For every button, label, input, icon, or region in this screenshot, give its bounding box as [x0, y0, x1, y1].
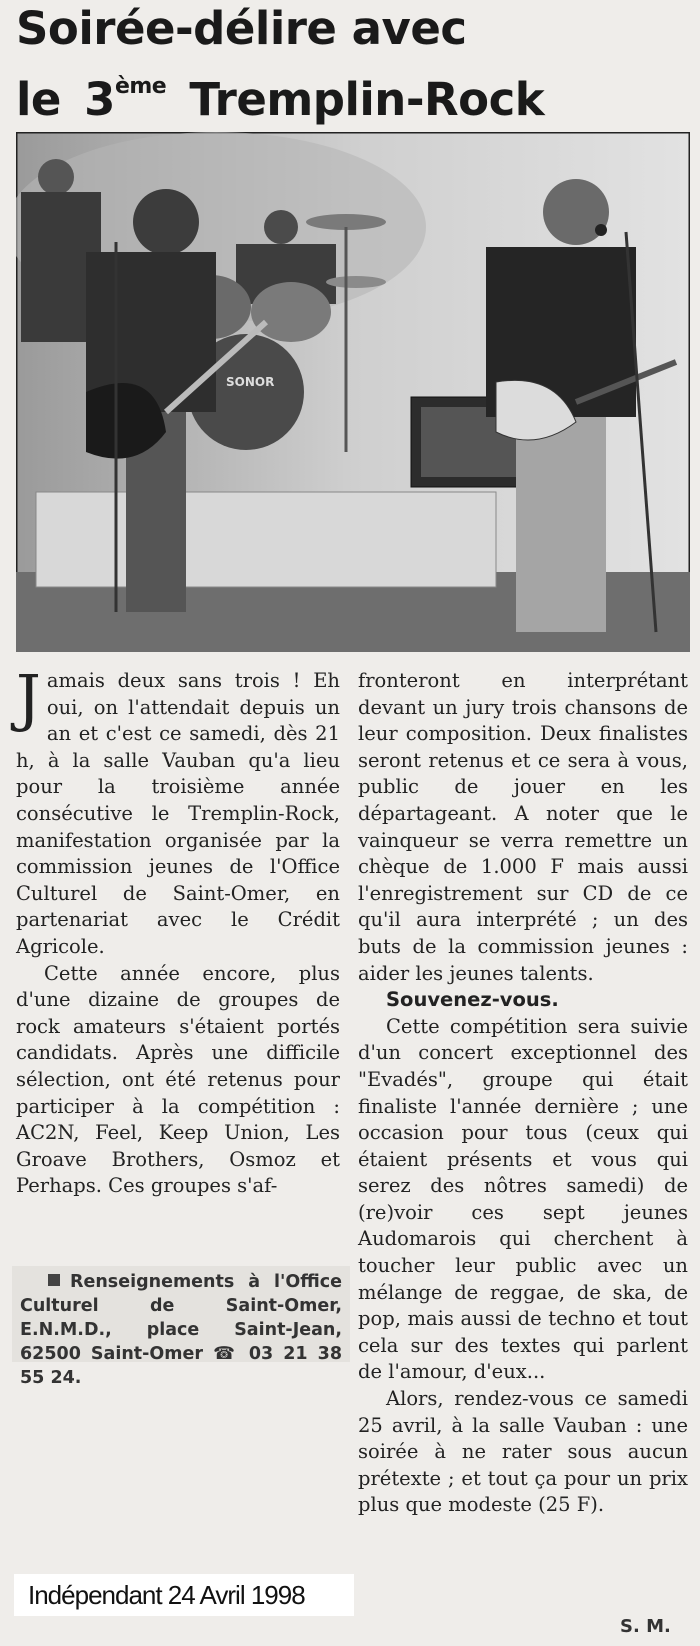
info-box: [12, 1266, 350, 1388]
article-column-2: [358, 668, 688, 1519]
article-paragraph-4: Alors, rendez-vous ce samedi 25 avril, à la salle Vauban : une soirée à ne rater sous aucun prétexte ; et tout ça pour un prix plus que modeste (25 F).: [358, 1387, 688, 1517]
author-signature: S. M.: [620, 1616, 671, 1637]
headline-superscript: ème: [114, 74, 167, 99]
section-subheading: Souvenez-vous.: [386, 988, 559, 1012]
headline-line1: Soirée-délire avec: [16, 2, 467, 55]
headline-line2-suffix: Tremplin-Rock: [189, 73, 545, 126]
amp-label: SONOR: [226, 375, 275, 389]
info-text: Renseignements à l'Office Culturel de Saint-Omer, E.N.M.D., place Saint-Jean, 62500 Saint-Omer ☎ 03 21 38 55 24.: [20, 1272, 342, 1388]
article-paragraph-2-cont: fronteront en interprétant devant un jury trois chansons de leur composition. Deux finalistes seront retenus et ce sera à vous, public de jouer en les départageant. A noter que le vainqueur se verra remettre un chèque de 1.000 F mais aussi l'enregistrement sur CD de ce qu'il aura interprété ; un des buts de la commission jeunes : aider les jeunes talents.: [358, 669, 688, 985]
article-paragraph-2: Cette année encore, plus d'une dizaine de groupes de rock amateurs s'étaient portés candidats. Après une difficile sélection, ont été retenus pour participer à la compétition : AC2N, Feel, Keep Union, Les Groave Brothers, Osmoz et Perhaps. Ces groupes s'af-: [16, 961, 340, 1198]
band-photo: [16, 132, 690, 652]
article-paragraph-3: Cette compétition sera suivie d'un concert exceptionnel des "Evadés", groupe qui était finaliste l'année dernière ; une occasion pour tous (ceux qui étaient présents et vous qui serez des nôtres samedi) de (re)voir ces sept jeunes Audomarois qui cherchent à toucher leur public avec un mélange de reggae, de ska, de pop, mais aussi de techno et tout cela sur des textes qui parlent de l'amour, d'eux...: [358, 1014, 688, 1384]
article-paragraph-1: Jamais deux sans trois ! Eh oui, on l'attendait depuis un an et c'est ce samedi, dès 21 h, à la salle Vauban qu'a lieu pour la troisième année consécutive le Tremplin-Rock, manifestation organisée par la commission jeunes de l'Office Culturel de Saint-Omer, en partenariat avec le Crédit Agricole.: [16, 661, 340, 958]
dropcap: J: [16, 661, 41, 734]
headline-line2-prefix: le 3: [16, 73, 115, 126]
source-caption: Indépendant 24 Avril 1998: [14, 1574, 354, 1616]
headline: [16, 0, 696, 129]
article-column-1: [16, 661, 340, 1200]
bullet-square-icon: [48, 1274, 60, 1286]
